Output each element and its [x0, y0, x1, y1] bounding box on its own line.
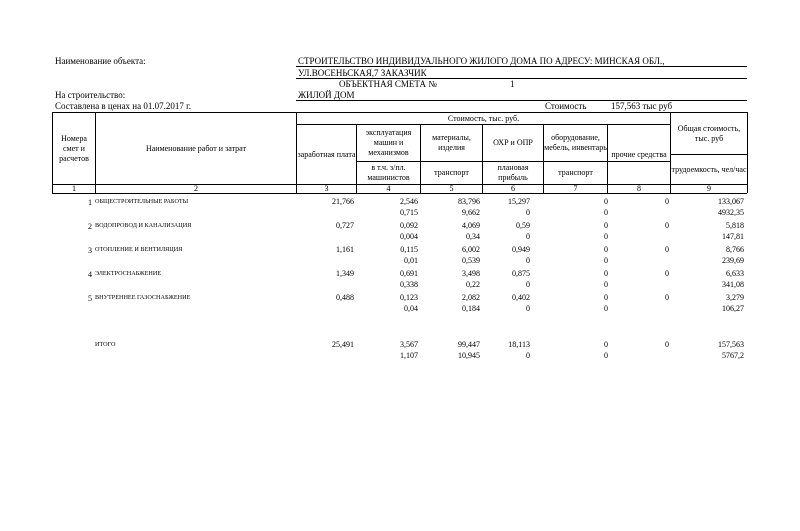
- cell-wages: 0,727: [336, 221, 354, 230]
- row-name: ИТОГО: [95, 341, 116, 348]
- object-name-line2: УЛ.ВОСЕНЬСКАЯ,7 ЗАКАЗЧИК: [298, 68, 427, 78]
- header-other: прочие средства: [611, 149, 667, 159]
- cell-equipment-sub: 0: [604, 232, 608, 241]
- row-name: ВОДОПРОВОД И КАНАЛИЗАЦИЯ: [95, 222, 192, 229]
- cell-machines: 0,092: [400, 221, 418, 230]
- cell-equipment-sub: 0: [604, 280, 608, 289]
- col-number: 9: [707, 183, 711, 193]
- row-name: ОБЩЕСТРОИТЕЛЬНЫЕ РАБОТЫ: [95, 198, 189, 205]
- cell-materials-sub: 10,945: [458, 351, 480, 360]
- cell-other: 0: [665, 245, 669, 254]
- divider: [296, 66, 747, 67]
- cell-materials-sub: 0,34: [466, 232, 480, 241]
- cell-ohr: 0,59: [516, 221, 530, 230]
- cell-ohr-sub: 0: [526, 351, 530, 360]
- col-number: 7: [573, 183, 578, 193]
- cell-equipment-sub: 0: [604, 256, 608, 265]
- cell-materials-sub: 0,539: [462, 256, 480, 265]
- cell-equipment-sub: 0: [604, 304, 608, 313]
- header-ohr: ОХР и ОПР: [493, 138, 533, 147]
- cell-equipment: 0: [604, 245, 608, 254]
- table-line: [52, 193, 747, 194]
- row-number: 3: [88, 246, 92, 255]
- col-number: 2: [194, 183, 198, 193]
- col-number: 3: [324, 183, 329, 193]
- cell-machines: 0,691: [400, 269, 418, 278]
- cell-total: 3,279: [726, 293, 744, 302]
- cell-other: 0: [665, 221, 669, 230]
- object-label: Наименование объекта:: [55, 56, 146, 66]
- cell-equipment-sub: 0: [604, 208, 608, 217]
- estimate-label: ОБЪЕКТНАЯ СМЕТА №: [339, 79, 437, 89]
- cell-machines: 0,115: [400, 245, 418, 254]
- cell-wages: 1,349: [336, 269, 354, 278]
- header-total: Общая стоимость, тыс. руб: [677, 123, 741, 143]
- cell-total: 133,067: [718, 197, 744, 206]
- cell-machines: 0,123: [400, 293, 418, 302]
- cell-equipment: 0: [604, 340, 608, 349]
- cell-materials: 2,082: [462, 293, 480, 302]
- cell-equipment: 0: [604, 269, 608, 278]
- header-equipment-sub: транспорт: [558, 168, 593, 177]
- cell-machines-sub: 0,715: [400, 208, 418, 217]
- cell-materials: 83,796: [458, 197, 480, 206]
- cell-total: 157,563: [718, 340, 744, 349]
- cell-equipment-sub: 0: [604, 351, 608, 360]
- cell-materials-sub: 9,662: [462, 208, 480, 217]
- cell-total-sub: 239,69: [722, 256, 744, 265]
- row-name: ЭЛЕКТРОСНАБЖЕНИЕ: [95, 270, 162, 277]
- row-number: 1: [88, 198, 92, 207]
- cell-total: 5,818: [726, 221, 744, 230]
- cell-materials: 4,069: [462, 221, 480, 230]
- header-machines: эксплуатация машин и механизмов: [365, 128, 412, 157]
- construction-value: ЖИЛОЙ ДОМ: [298, 90, 355, 100]
- cell-other: 0: [665, 293, 669, 302]
- col-number: 4: [386, 183, 391, 193]
- cell-total: 6,633: [726, 269, 744, 278]
- divider: [296, 100, 747, 101]
- cell-wages: 0,488: [336, 293, 354, 302]
- cell-total-sub: 341,08: [722, 280, 744, 289]
- header-name: Наименование работ и затрат: [145, 143, 247, 153]
- cell-wages: 1,161: [336, 245, 354, 254]
- cell-ohr: 18,113: [508, 340, 530, 349]
- header-equipment: оборудование, мебель, инвентарь: [544, 133, 607, 152]
- cell-materials: 6,002: [462, 245, 480, 254]
- estimate-number: 1: [510, 79, 515, 89]
- row-number: 2: [88, 222, 92, 231]
- col-number: 6: [511, 183, 515, 193]
- cost-value: 157,563 тыс руб: [611, 101, 673, 111]
- col-number: 8: [637, 183, 641, 193]
- cell-ohr-sub: 0: [526, 280, 530, 289]
- cell-machines: 2,546: [400, 197, 418, 206]
- cell-total: 8,766: [726, 245, 744, 254]
- cell-ohr: 0,875: [512, 269, 530, 278]
- header-materials-sub: транспорт: [434, 168, 469, 177]
- row-number: 4: [88, 270, 92, 279]
- header-ohr-sub: плановая прибыль: [497, 163, 529, 182]
- cell-ohr: 15,297: [508, 197, 530, 206]
- cell-machines-sub: 0,004: [400, 232, 418, 241]
- cell-equipment: 0: [604, 293, 608, 302]
- cell-materials-sub: 0,184: [462, 304, 480, 313]
- col-number: 1: [72, 183, 76, 193]
- cell-total-sub: 5767,2: [722, 351, 744, 360]
- cell-machines-sub: 0,01: [404, 256, 418, 265]
- cell-ohr-sub: 0: [526, 208, 530, 217]
- header-machines-sub: в т.ч. з/пл. машинистов: [367, 163, 410, 182]
- header-wages: заработная плата: [297, 149, 356, 159]
- cell-materials-sub: 0,22: [466, 280, 480, 289]
- cell-ohr-sub: 0: [526, 256, 530, 265]
- cell-other: 0: [665, 197, 669, 206]
- cell-wages: 25,491: [332, 340, 354, 349]
- cell-other: 0: [665, 340, 669, 349]
- row-number: 5: [88, 294, 92, 303]
- cell-total-sub: 106,27: [722, 304, 744, 313]
- cell-ohr-sub: 0: [526, 232, 530, 241]
- cell-total-sub: 4932,35: [718, 208, 744, 217]
- header-num: Номера смет и расчетов: [59, 133, 89, 163]
- row-name: ОТОПЛЕНИЕ И ВЕНТИЛЯЦИЯ: [95, 246, 183, 253]
- cell-equipment: 0: [604, 197, 608, 206]
- cell-ohr-sub: 0: [526, 304, 530, 313]
- cell-ohr: 0,402: [512, 293, 530, 302]
- cell-wages: 21,766: [332, 197, 354, 206]
- cell-equipment: 0: [604, 221, 608, 230]
- construction-label: На строительство:: [55, 90, 126, 100]
- header-total-sub: трудоемкость, чел/час: [671, 164, 747, 174]
- object-name-line1: СТРОИТЕЛЬСТВО ИНДИВИДУАЛЬНОГО ЖИЛОГО ДОМА ПО АДРЕСУ: МИНСКАЯ ОБЛ.,: [298, 56, 665, 66]
- cell-machines-sub: 0,04: [404, 304, 418, 313]
- cost-label: Стоимость: [545, 101, 587, 111]
- cell-materials: 99,447: [458, 340, 480, 349]
- col-number: 5: [449, 183, 454, 193]
- cell-materials: 3,498: [462, 269, 480, 278]
- prices-date-label: Составлена в ценах на 01.07.2017 г.: [55, 101, 192, 111]
- cell-total-sub: 147,81: [722, 232, 744, 241]
- row-name: ВНУТРЕННЕЕ ГАЗОСНАБЖЕНИЕ: [95, 294, 191, 301]
- cell-machines-sub: 1,107: [400, 351, 418, 360]
- cell-machines-sub: 0,338: [400, 280, 418, 289]
- table-line: [747, 112, 748, 193]
- cell-machines: 3,567: [400, 340, 418, 349]
- header-materials: материалы, изделия: [432, 133, 471, 152]
- header-cost-group: Стоимость, тыс. руб.: [447, 113, 520, 123]
- cell-other: 0: [665, 269, 669, 278]
- cell-ohr: 0,949: [512, 245, 530, 254]
